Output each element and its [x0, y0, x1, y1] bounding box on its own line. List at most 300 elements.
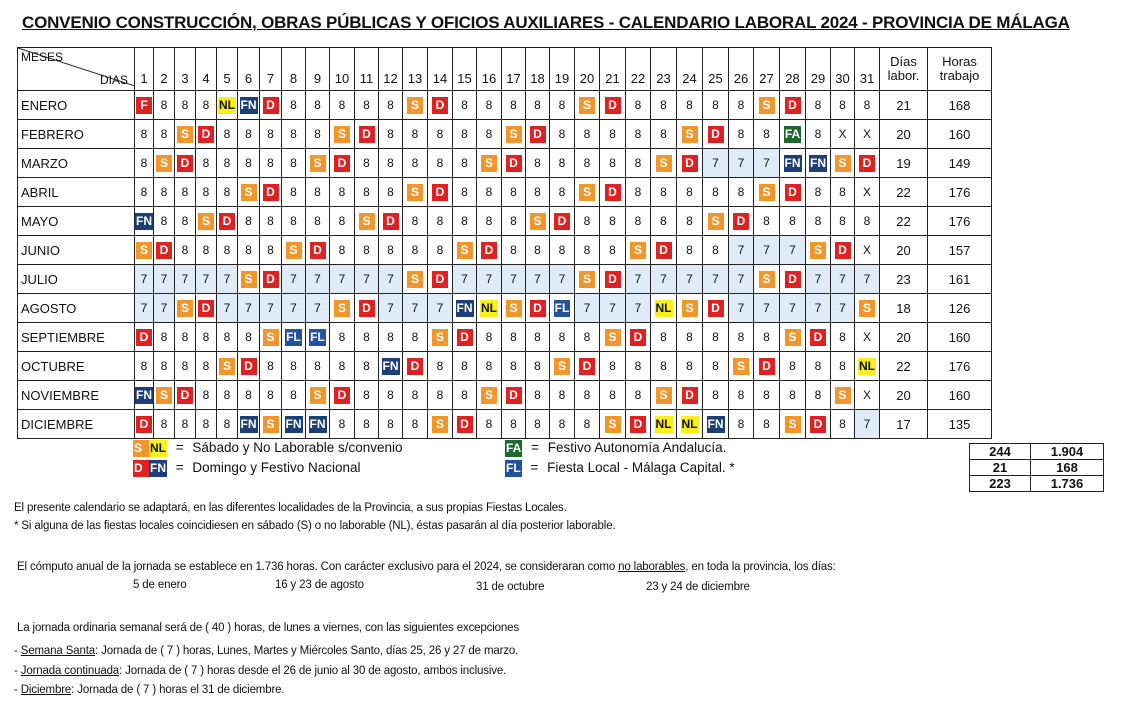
- legend-autonomia: [505, 440, 726, 457]
- day-value: D: [630, 416, 646, 433]
- day-cell: [154, 178, 175, 207]
- day-cell: [477, 323, 502, 352]
- day-cell: [238, 294, 260, 323]
- day-value: D: [605, 271, 621, 288]
- day-header: 6: [238, 48, 260, 91]
- day-value: 8: [634, 126, 642, 141]
- day-value: FN: [810, 155, 826, 170]
- day-cell: [703, 91, 729, 120]
- day-value: 8: [223, 126, 231, 141]
- day-value: FN: [136, 213, 152, 228]
- day-cell: [379, 381, 403, 410]
- day-value: 8: [245, 126, 252, 141]
- day-cell: [575, 352, 600, 381]
- day-cell: [260, 323, 282, 352]
- day-cell: [154, 91, 175, 120]
- day-cell: [855, 294, 880, 323]
- day-value: 8: [660, 329, 667, 344]
- day-cell: [526, 91, 550, 120]
- day-cell: [831, 120, 855, 149]
- day-cell: [330, 120, 355, 149]
- day-cell: [135, 178, 154, 207]
- day-value: 8: [558, 155, 566, 170]
- day-value: 8: [583, 155, 591, 170]
- day-cell: [306, 381, 330, 410]
- day-cell: [855, 207, 880, 236]
- day-value: S: [241, 271, 257, 288]
- day-value: 8: [338, 213, 346, 228]
- day-value: 8: [789, 213, 796, 228]
- day-cell: [677, 178, 703, 207]
- day-cell: [196, 352, 217, 381]
- day-cell: [175, 323, 196, 352]
- day-value: 8: [223, 184, 231, 199]
- legend-eq: =: [530, 460, 539, 475]
- day-value: D: [530, 126, 546, 143]
- day-cell: [754, 207, 780, 236]
- day-cell: [282, 323, 306, 352]
- day-cell: [526, 323, 550, 352]
- non-working-date: 31 de octubre: [476, 581, 545, 593]
- day-cell: [330, 149, 355, 178]
- dias-label: DIAS: [99, 73, 128, 87]
- day-cell: [855, 323, 880, 352]
- day-cell: [575, 236, 600, 265]
- day-value: 8: [814, 126, 822, 141]
- day-cell: [855, 381, 880, 410]
- day-cell: [453, 207, 477, 236]
- legend-eq: =: [175, 440, 184, 455]
- day-value: S: [506, 126, 522, 143]
- day-value: 8: [363, 358, 370, 373]
- non-working-date: 5 de enero: [133, 579, 187, 591]
- day-value: S: [785, 416, 801, 433]
- day-value: 8: [686, 213, 693, 228]
- day-cell: [806, 381, 831, 410]
- day-cell: [135, 120, 154, 149]
- day-cell: [379, 323, 403, 352]
- day-value: 8: [290, 387, 297, 402]
- day-value: D: [785, 271, 801, 288]
- day-cell: [453, 178, 477, 207]
- day-cell: [135, 91, 154, 120]
- total-horas: 1.904: [1031, 444, 1104, 460]
- day-cell: [306, 410, 330, 439]
- day-cell: [379, 207, 403, 236]
- day-value: 8: [290, 213, 297, 228]
- day-cell: [575, 410, 600, 439]
- horas-trabajo-value: 176: [928, 352, 992, 381]
- day-cell: [355, 265, 379, 294]
- day-value: 8: [534, 329, 541, 344]
- day-cell: [502, 323, 526, 352]
- day-cell: [260, 265, 282, 294]
- day-cell: [282, 178, 306, 207]
- day-value: 8: [660, 213, 667, 228]
- day-value: 8: [485, 329, 493, 344]
- day-cell: [754, 265, 780, 294]
- day-cell: [780, 265, 806, 294]
- day-value: 8: [461, 358, 468, 373]
- day-value: 8: [686, 242, 693, 257]
- day-value: 7: [140, 300, 148, 315]
- day-cell: [217, 410, 238, 439]
- day-value: S: [656, 387, 672, 404]
- day-value: 8: [411, 155, 419, 170]
- day-cell: [806, 236, 831, 265]
- day-value: 8: [814, 213, 822, 228]
- month-name: OCTUBRE: [18, 352, 135, 381]
- totals-row: [970, 460, 1104, 476]
- day-cell: [651, 352, 677, 381]
- day-cell: [677, 381, 703, 410]
- day-value: 8: [583, 387, 591, 402]
- day-value: 8: [267, 387, 274, 402]
- day-value: S: [579, 271, 595, 288]
- day-cell: [477, 265, 502, 294]
- day-value: S: [407, 97, 423, 114]
- day-value: 8: [634, 97, 642, 112]
- day-cell: [217, 207, 238, 236]
- day-cell: [306, 91, 330, 120]
- day-value: D: [733, 213, 749, 230]
- day-value: 8: [411, 242, 419, 257]
- day-value: S: [407, 271, 423, 288]
- day-header: 20: [575, 48, 600, 91]
- day-value: 8: [634, 387, 642, 402]
- day-value: 8: [814, 97, 822, 112]
- meses-label: MESES: [21, 50, 64, 64]
- day-value: 8: [387, 387, 394, 402]
- dias-labor-value: 20: [880, 381, 928, 410]
- day-cell: [729, 265, 754, 294]
- day-header: 2: [154, 48, 175, 91]
- totals-row: [970, 476, 1104, 492]
- month-row: [18, 410, 992, 439]
- day-value: D: [359, 300, 375, 317]
- day-value: 8: [839, 97, 846, 112]
- horas-trabajo-value: 161: [928, 265, 992, 294]
- day-value: 8: [387, 126, 394, 141]
- day-cell: [575, 91, 600, 120]
- horas-trabajo-value: 126: [928, 294, 992, 323]
- day-value: D: [177, 155, 193, 172]
- exception-label: Diciembre: [20, 684, 72, 696]
- day-cell: [154, 120, 175, 149]
- day-value: S: [785, 329, 801, 346]
- day-value: 7: [314, 300, 321, 315]
- day-header: 23: [651, 48, 677, 91]
- day-value: NL: [655, 416, 672, 431]
- day-value: X: [838, 126, 847, 141]
- day-value: 7: [686, 271, 693, 286]
- day-value: 8: [510, 213, 517, 228]
- total-dias: 223: [970, 476, 1031, 492]
- day-value: S: [554, 358, 570, 375]
- day-cell: [703, 323, 729, 352]
- day-value: D: [579, 358, 595, 375]
- day-cell: [502, 352, 526, 381]
- day-cell: [217, 91, 238, 120]
- day-value: 7: [863, 271, 871, 286]
- day-header: 17: [502, 48, 526, 91]
- day-header: 25: [703, 48, 729, 91]
- legend-fl-text: Fiesta Local - Málaga Capital. *: [547, 460, 735, 475]
- day-cell: [729, 178, 754, 207]
- day-value: D: [383, 213, 399, 230]
- day-value: D: [682, 387, 698, 404]
- day-cell: [238, 236, 260, 265]
- day-header: 22: [626, 48, 651, 91]
- day-value: 7: [290, 300, 297, 315]
- day-value: 7: [712, 271, 719, 286]
- day-cell: [600, 149, 626, 178]
- day-value: 8: [712, 358, 719, 373]
- day-cell: [600, 91, 626, 120]
- day-cell: [135, 149, 154, 178]
- day-cell: [575, 178, 600, 207]
- day-value: 7: [267, 300, 274, 315]
- day-cell: [526, 236, 550, 265]
- day-value: 8: [609, 358, 616, 373]
- day-cell: [754, 352, 780, 381]
- day-value: X: [862, 126, 871, 141]
- day-cell: [600, 294, 626, 323]
- day-cell: [550, 381, 575, 410]
- day-cell: [502, 178, 526, 207]
- day-cell: [855, 410, 880, 439]
- day-header: 31: [855, 48, 880, 91]
- day-value: 8: [181, 213, 189, 228]
- horas-trabajo-value: 160: [928, 323, 992, 352]
- day-cell: [831, 149, 855, 178]
- day-cell: [428, 381, 453, 410]
- day-cell: [729, 149, 754, 178]
- day-value: D: [457, 416, 473, 433]
- day-cell: [403, 265, 428, 294]
- day-cell: [831, 294, 855, 323]
- day-cell: [502, 410, 526, 439]
- day-cell: [575, 265, 600, 294]
- day-value: FN: [309, 416, 326, 431]
- day-cell: [626, 91, 651, 120]
- day-cell: [282, 294, 306, 323]
- exception-text: : Jornada de ( 7 ) horas el 31 de diciembre.: [71, 684, 285, 696]
- day-value: 8: [290, 126, 297, 141]
- day-header: 3: [175, 48, 196, 91]
- day-value: D: [708, 126, 724, 143]
- day-value: 7: [737, 155, 745, 170]
- day-value: S: [835, 387, 851, 404]
- day-cell: [600, 120, 626, 149]
- day-cell: [330, 178, 355, 207]
- day-value: 8: [634, 155, 642, 170]
- day-cell: [175, 207, 196, 236]
- legend-d-swatch: D: [133, 460, 149, 477]
- day-cell: [626, 323, 651, 352]
- day-header: 1: [135, 48, 154, 91]
- day-value: D: [481, 242, 497, 259]
- day-cell: [703, 265, 729, 294]
- day-value: 8: [583, 416, 591, 431]
- total-dias: 244: [970, 444, 1031, 460]
- exception-jornada-continuada: [14, 665, 506, 677]
- corner-header: [18, 48, 135, 91]
- day-value: D: [457, 329, 473, 346]
- day-value: D: [432, 184, 448, 201]
- day-cell: [154, 352, 175, 381]
- day-cell: [526, 207, 550, 236]
- day-cell: [379, 149, 403, 178]
- day-value: 7: [789, 300, 796, 315]
- day-value: 8: [712, 97, 719, 112]
- day-cell: [703, 352, 729, 381]
- day-value: 8: [583, 329, 591, 344]
- day-cell: [550, 91, 575, 120]
- day-value: 8: [363, 97, 370, 112]
- day-value: 8: [223, 329, 231, 344]
- day-cell: [651, 294, 677, 323]
- day-cell: [306, 265, 330, 294]
- day-cell: [217, 294, 238, 323]
- day-value: S: [605, 416, 621, 433]
- non-working-date: 16 y 23 de agosto: [275, 579, 364, 591]
- day-value: 8: [686, 329, 693, 344]
- header-row: [18, 48, 992, 91]
- day-cell: [703, 120, 729, 149]
- day-value: 8: [290, 155, 297, 170]
- day-cell: [282, 265, 306, 294]
- day-cell: [600, 207, 626, 236]
- day-value: 7: [863, 416, 871, 431]
- day-value: S: [481, 155, 497, 172]
- day-value: S: [630, 242, 646, 259]
- day-cell: [355, 323, 379, 352]
- day-value: S: [530, 213, 546, 230]
- day-value: 8: [839, 358, 846, 373]
- day-value: 8: [583, 213, 591, 228]
- day-value: 7: [583, 300, 591, 315]
- day-value: 8: [461, 213, 468, 228]
- day-value: D: [810, 329, 826, 346]
- non-working-date: 23 y 24 de diciembre: [646, 581, 750, 593]
- day-cell: [403, 149, 428, 178]
- day-value: S: [286, 242, 302, 259]
- day-cell: [831, 381, 855, 410]
- day-cell: [428, 207, 453, 236]
- month-name: JULIO: [18, 265, 135, 294]
- day-cell: [238, 120, 260, 149]
- day-cell: [550, 323, 575, 352]
- day-cell: [526, 381, 550, 410]
- day-value: 8: [609, 155, 616, 170]
- day-cell: [282, 352, 306, 381]
- day-value: FL: [554, 300, 570, 315]
- day-value: S: [198, 213, 214, 230]
- day-cell: [754, 149, 780, 178]
- day-cell: [453, 91, 477, 120]
- day-value: 8: [245, 387, 252, 402]
- day-value: FN: [707, 416, 724, 431]
- day-value: 8: [267, 155, 274, 170]
- horas-trabajo-value: 176: [928, 178, 992, 207]
- day-cell: [355, 410, 379, 439]
- day-value: 8: [363, 329, 370, 344]
- day-value: 8: [338, 97, 346, 112]
- day-cell: [154, 381, 175, 410]
- day-cell: [600, 236, 626, 265]
- day-value: 8: [461, 184, 468, 199]
- day-value: FL: [310, 329, 325, 344]
- day-value: 8: [839, 329, 846, 344]
- day-cell: [477, 178, 502, 207]
- day-cell: [677, 294, 703, 323]
- day-cell: [806, 120, 831, 149]
- day-cell: [196, 207, 217, 236]
- day-cell: [651, 381, 677, 410]
- day-cell: [403, 207, 428, 236]
- day-cell: [196, 178, 217, 207]
- day-value: S: [605, 329, 621, 346]
- day-cell: [651, 178, 677, 207]
- day-value: 8: [338, 184, 346, 199]
- horas-trabajo-value: 160: [928, 381, 992, 410]
- day-cell: [282, 236, 306, 265]
- day-cell: [502, 91, 526, 120]
- day-cell: [196, 381, 217, 410]
- day-cell: [780, 410, 806, 439]
- day-value: 8: [789, 358, 796, 373]
- day-value: 8: [140, 155, 148, 170]
- day-value: 8: [712, 184, 719, 199]
- day-header: 10: [330, 48, 355, 91]
- day-cell: [754, 91, 780, 120]
- day-cell: [651, 265, 677, 294]
- day-value: 8: [202, 242, 210, 257]
- day-value: 8: [609, 213, 616, 228]
- day-cell: [626, 294, 651, 323]
- day-cell: [306, 207, 330, 236]
- day-cell: [453, 120, 477, 149]
- day-header: 9: [306, 48, 330, 91]
- day-value: 7: [712, 155, 719, 170]
- day-cell: [403, 178, 428, 207]
- day-cell: [260, 236, 282, 265]
- day-cell: [453, 294, 477, 323]
- day-cell: [550, 178, 575, 207]
- day-cell: [526, 120, 550, 149]
- day-value: FN: [382, 358, 399, 373]
- day-header: 7: [260, 48, 282, 91]
- day-cell: [526, 178, 550, 207]
- day-cell: [175, 236, 196, 265]
- day-cell: [453, 149, 477, 178]
- day-cell: [626, 236, 651, 265]
- day-cell: [651, 91, 677, 120]
- day-value: 7: [363, 271, 370, 286]
- day-value: 8: [411, 329, 419, 344]
- day-cell: [260, 352, 282, 381]
- day-header: 11: [355, 48, 379, 91]
- day-cell: [135, 410, 154, 439]
- day-value: D: [263, 97, 279, 114]
- day-cell: [217, 149, 238, 178]
- horas-trabajo-header-line2: trabajo: [939, 68, 980, 83]
- day-value: S: [334, 126, 350, 143]
- day-cell: [330, 236, 355, 265]
- day-cell: [379, 178, 403, 207]
- day-cell: [477, 207, 502, 236]
